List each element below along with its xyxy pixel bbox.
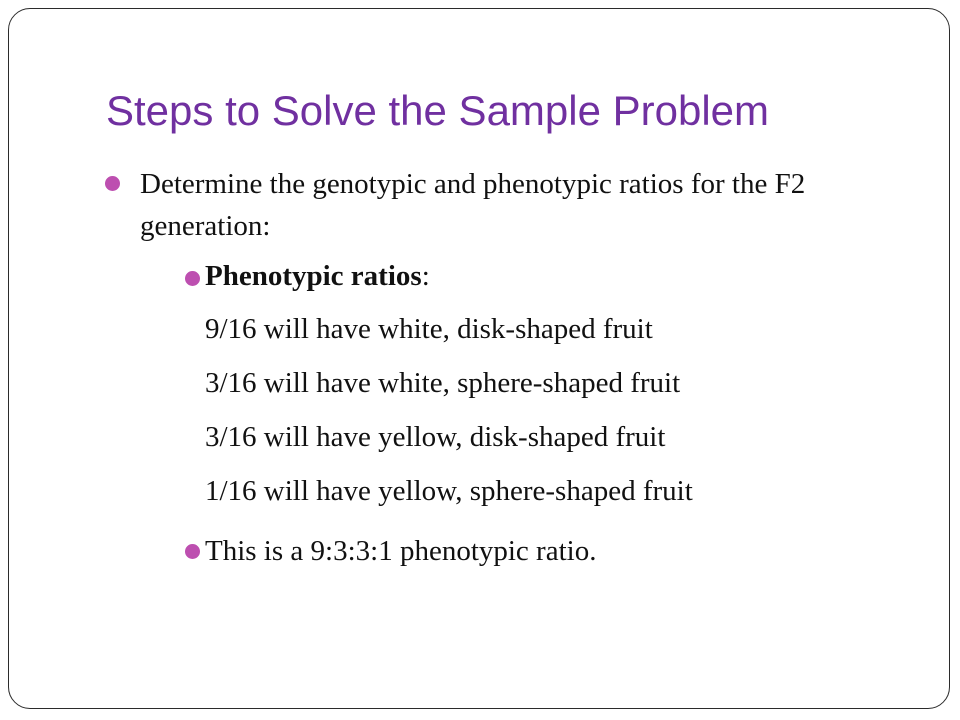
phenotypic-heading: Phenotypic ratios bbox=[205, 260, 422, 292]
bullet-determine-text: Determine the genotypic and phenotypic ratios for the F2 generation: bbox=[140, 168, 806, 242]
bullet-dot-icon bbox=[105, 176, 120, 191]
bullet-summary bbox=[140, 524, 900, 578]
bullet-phenotypic-ratios bbox=[140, 251, 900, 518]
sub-bullet-list bbox=[140, 251, 900, 578]
bullet-list bbox=[100, 163, 900, 578]
summary-text: This is a 9:3:3:1 phenotypic ratio. bbox=[205, 535, 597, 567]
ratio-line-white-disk: 9/16 will have white, disk-shaped fruit bbox=[205, 313, 653, 345]
ratio-line-white-sphere: 3/16 will have white, sphere-shaped fruit bbox=[205, 367, 681, 399]
bullet-dot-icon bbox=[185, 271, 200, 286]
ratio-line-yellow-sphere: 1/16 will have yellow, sphere-shaped fruit bbox=[205, 475, 693, 507]
bullet-dot-icon bbox=[185, 544, 200, 559]
ratio-line-yellow-disk: 3/16 will have yellow, disk-shaped fruit bbox=[205, 421, 666, 453]
slide-title: Steps to Solve the Sample Problem bbox=[106, 87, 770, 134]
phenotypic-heading-line bbox=[205, 251, 900, 302]
phenotypic-colon: : bbox=[421, 260, 430, 292]
bullet-determine-ratios bbox=[100, 163, 900, 578]
